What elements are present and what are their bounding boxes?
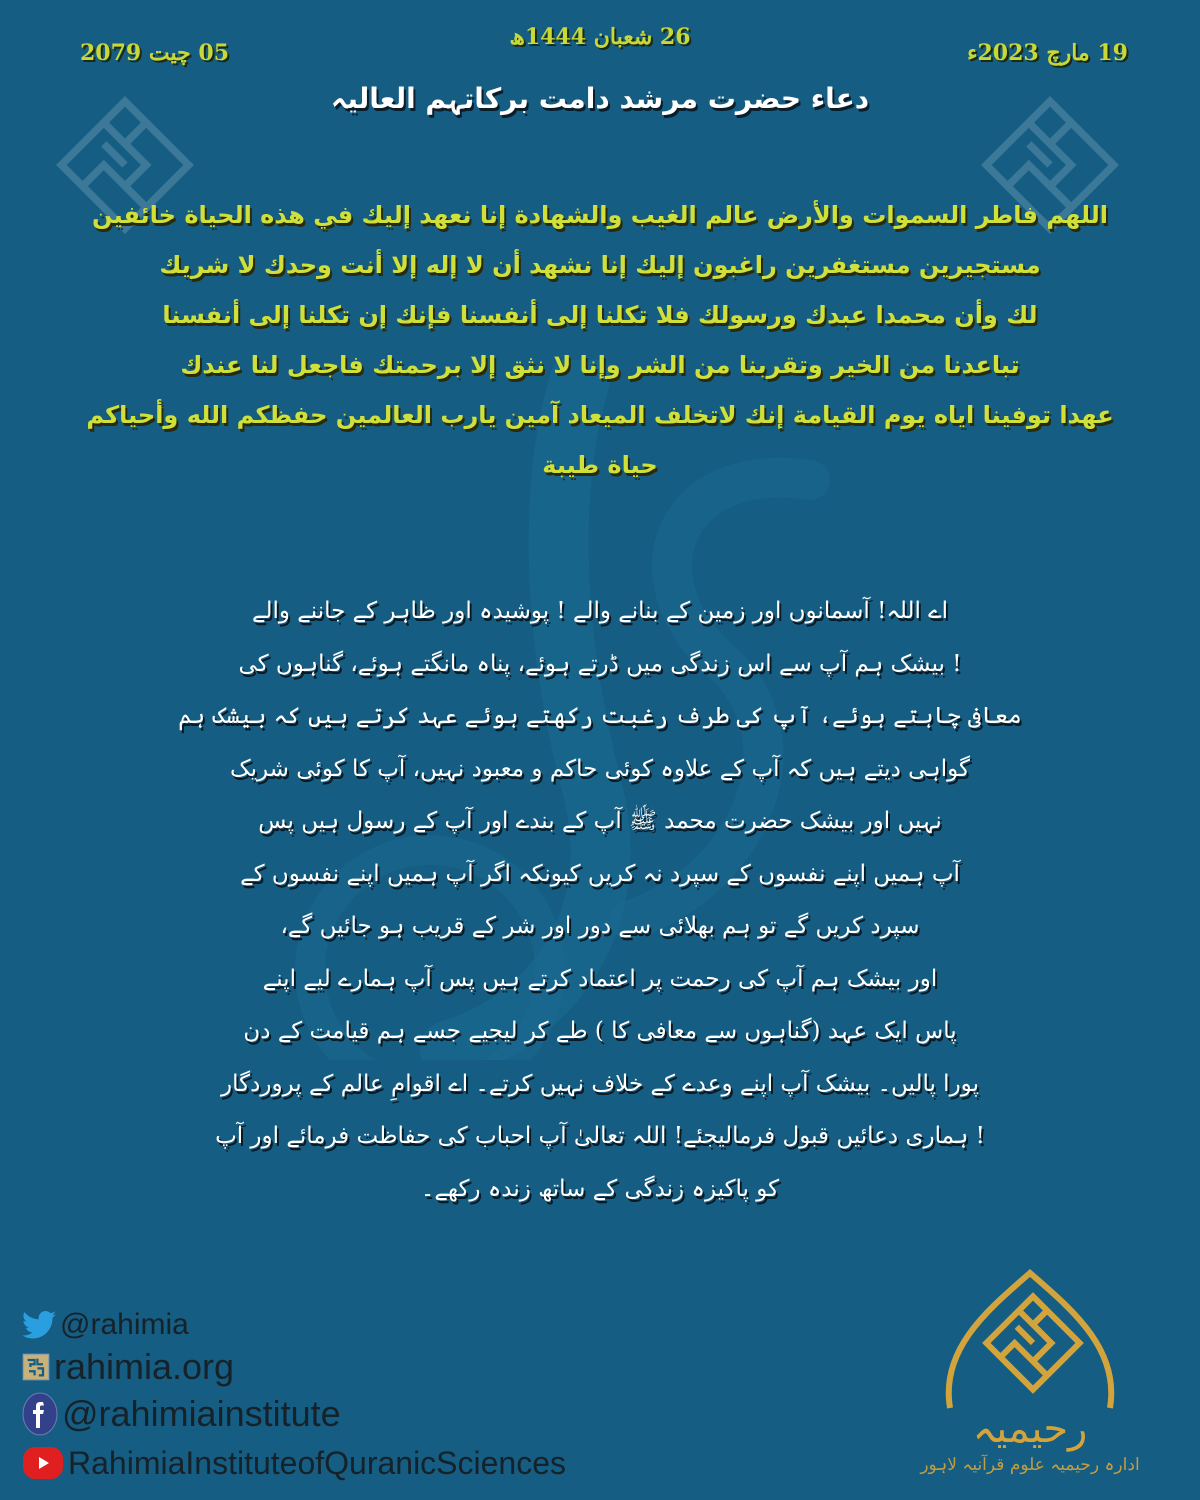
urdu-line: سپرد کریں گے تو ہم بھلائی سے دور اور شر کے قریب ہو جائیں گے، — [280, 913, 920, 939]
youtube-play-icon — [22, 1446, 64, 1480]
facebook-handle: @rahimiainstitute — [62, 1393, 341, 1434]
logo-subtitle: ادارہ رحیمیہ علوم قرآنیہ لاہور — [920, 1455, 1140, 1475]
arabic-line: حياة طيبة — [542, 451, 658, 479]
arabic-line: اللهم فاطر السموات والأرض عالم الغيب والشهادة إنا نعهد إليك في هذه الحياة خائفين — [91, 201, 1109, 229]
gregorian-date: 19 مارچ 2023ء — [967, 40, 1128, 66]
facebook-link[interactable] — [22, 1389, 566, 1439]
urdu-translation-text — [150, 585, 1050, 1215]
youtube-channel: RahimiaInstituteofQuranicSciences — [68, 1444, 567, 1481]
website-link[interactable] — [22, 1345, 566, 1389]
bikrami-date: 05 چیت 2079 — [80, 40, 230, 66]
twitter-link[interactable] — [22, 1305, 566, 1345]
urdu-line: ! ہماری دعائیں قبول فرمالیجئے! اللہ تعالیٰ آپ احباب کی حفاظت فرمائے اور آپ — [215, 1123, 985, 1149]
arabic-line: لك وأن محمدا عبدك ورسولك فلا تكلنا إلى أنفسنا فإنك إن تكلنا إلى أنفسنا — [162, 301, 1038, 329]
urdu-line: آپ ہمیں اپنے نفسوں کے سپرد نہ کریں کیونکہ اگر آپ ہمیں اپنے نفسوں کے — [240, 860, 960, 887]
urdu-line: اے اللہ! آسمانوں اور زمین کے بنانے والے ! پوشیدہ اور ظاہر کے جاننے والے — [251, 598, 949, 624]
youtube-link[interactable] — [22, 1439, 566, 1487]
arabic-dua-text — [80, 190, 1120, 490]
rahimia-logo — [920, 1268, 1140, 1493]
urdu-line: پاس ایک عہد (گناہوں سے معافی کا ) طے کر لیجیے جسے ہم قیامت کے دن — [243, 1018, 957, 1044]
urdu-line: معافی چاہتے ہوئے، آپ کی طرف رغبت رکھتے ہوئے عہد کرتے ہیں کہ بیشک ہم — [178, 703, 1022, 729]
urdu-line: کو پاکیزہ زندگی کے ساتھ زندہ رکھے۔ — [420, 1175, 780, 1202]
arabic-line: مستجيرين مستغفرين راغبون إليك إنا نشهد أن لا إله إلا أنت وحدك لا شريك — [159, 251, 1041, 279]
urdu-line: ! بیشک ہم آپ سے اس زندگی میں ڈرتے ہوئے، پناہ مانگتے ہوئے، گناہوں کی — [238, 650, 962, 677]
urdu-line: پورا پالیں۔ بیشک آپ اپنے وعدے کے خلاف نہیں کرتے۔ اے اقوامِ عالم کے پروردگار — [221, 1070, 979, 1097]
urdu-line: اور بیشک ہم آپ کی رحمت پر اعتماد کرتے ہیں پس آپ ہمارے لیے اپنے — [262, 965, 938, 992]
arabic-line: تباعدنا من الخير وتقربنا من الشر وإنا لا نثق إلا برحمتك فاجعل لنا عندك — [180, 351, 1020, 379]
website-label: rahimia.org — [54, 1346, 235, 1387]
urdu-line: نہیں اور بیشک حضرت محمد ﷺ آپ کے بندے اور آپ کے رسول ہیں پس — [258, 808, 942, 834]
arabic-line: عهدا توفينا اياه يوم القيامة إنك لاتخلف الميعاد آمين يارب العالمين حفظكم الله وأحياكم — [86, 401, 1114, 429]
twitter-bird-icon — [22, 1310, 56, 1340]
facebook-f-icon — [22, 1392, 58, 1436]
dome-emblem-icon — [920, 1268, 1140, 1418]
twitter-handle: @rahimia — [60, 1308, 189, 1341]
logo-name: رحیمیہ — [972, 1406, 1088, 1452]
social-links — [22, 1305, 566, 1487]
urdu-line: گواہی دیتے ہیں کہ آپ کے علاوہ کوئی حاکم و معبود نہیں، آپ کا کوئی شریک — [229, 755, 971, 782]
page-title: دعاء حضرت مرشد دامت برکاتہم العالیہ — [330, 82, 870, 115]
rahimia-square-icon — [22, 1353, 50, 1381]
hijri-date: 26 شعبان 1444ھ — [509, 24, 691, 50]
